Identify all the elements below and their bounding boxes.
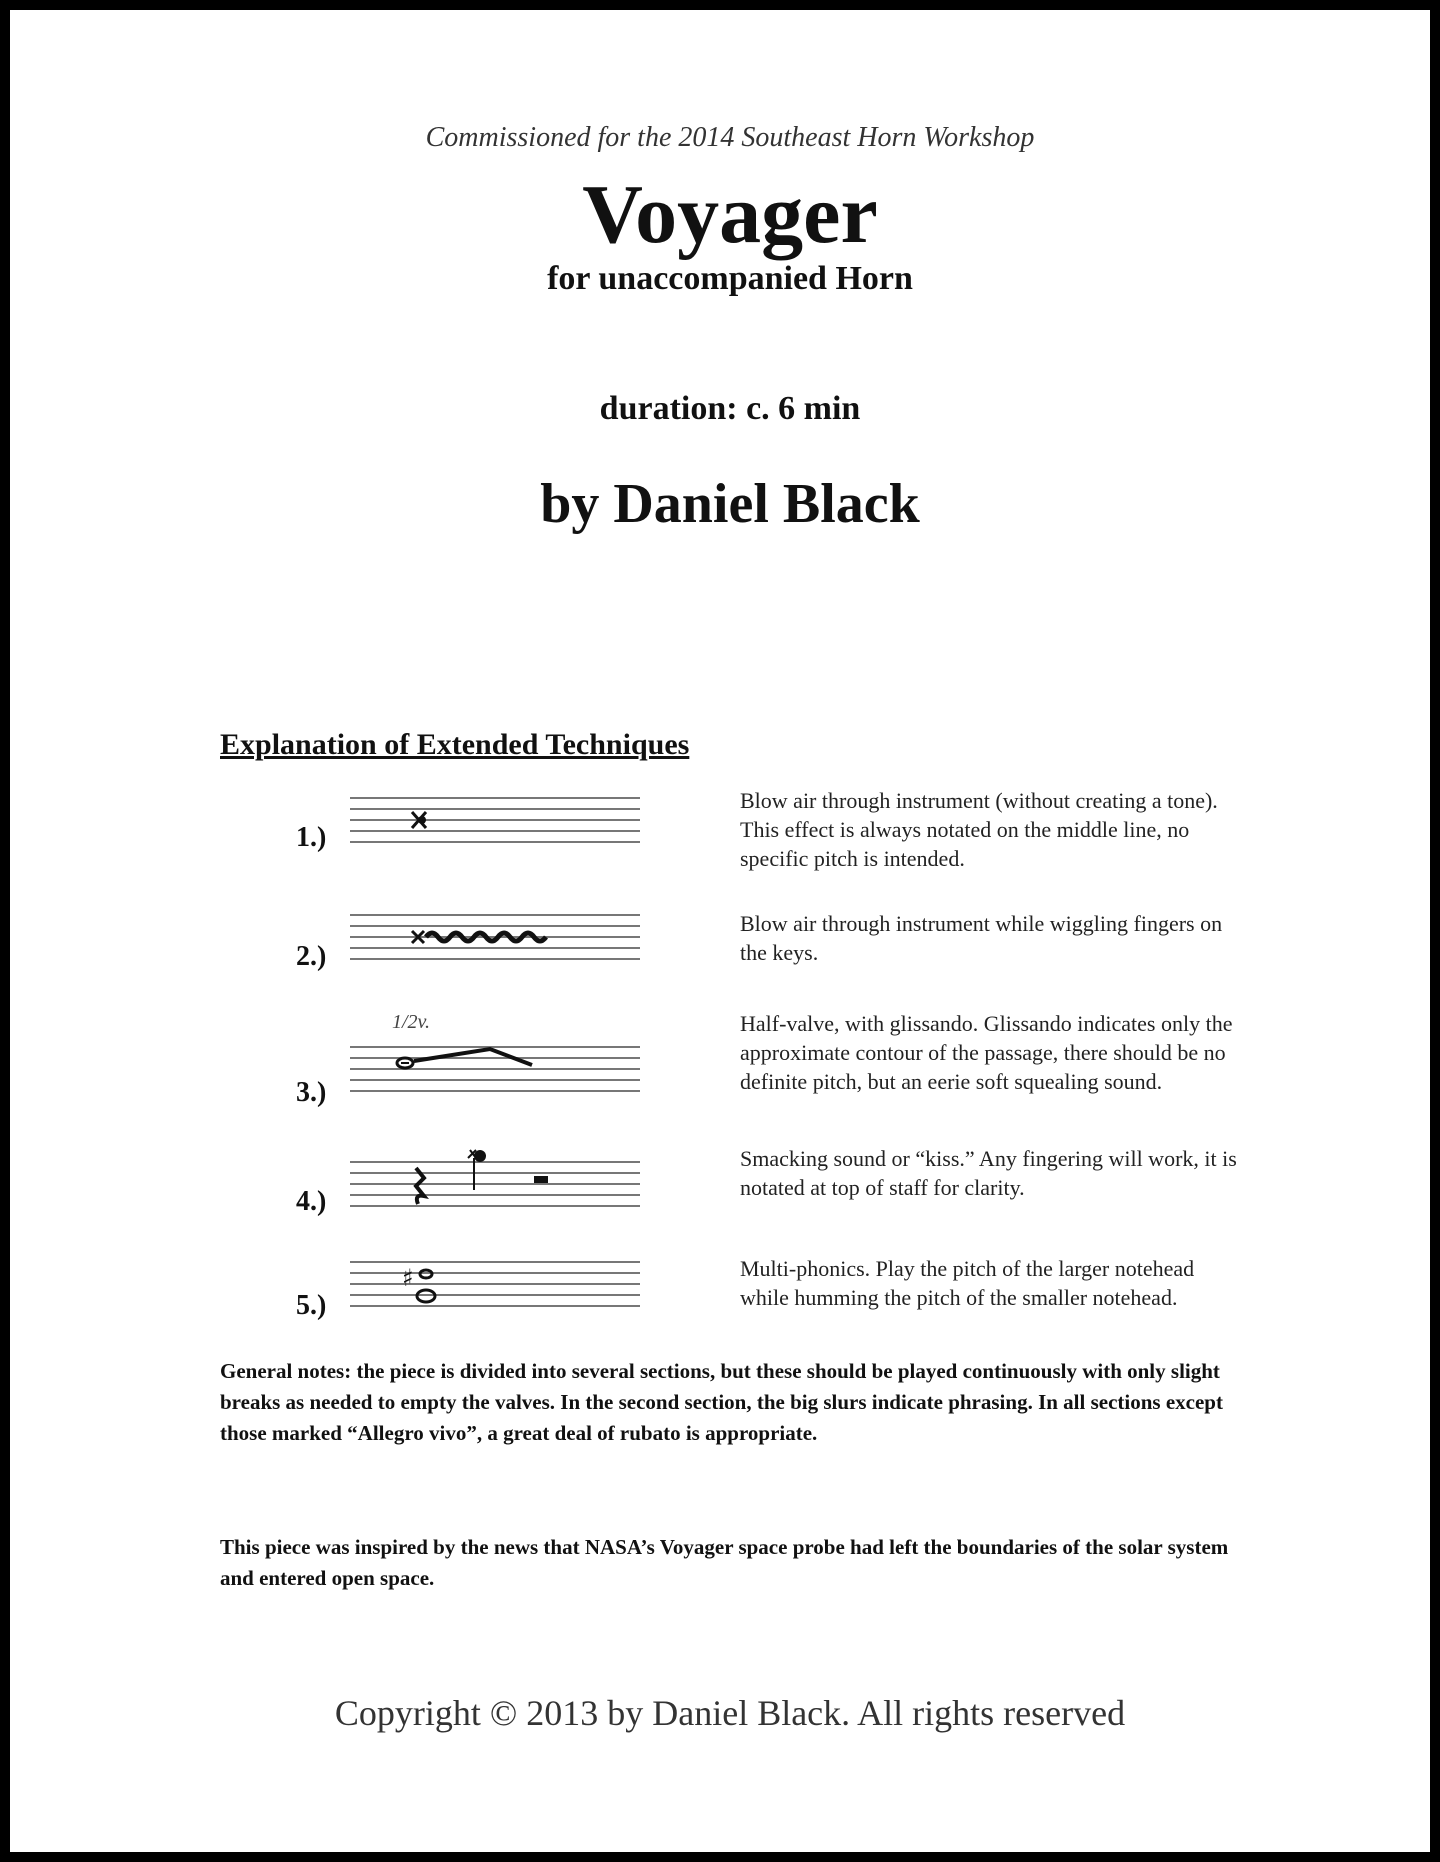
technique-number: 5.) xyxy=(296,1290,327,1321)
technique-item xyxy=(10,1005,1440,1125)
staff-half-valve-notation xyxy=(350,1041,640,1101)
technique-item xyxy=(10,1140,1440,1240)
technique-description: Blow air through instrument (without creating a tone). This effect is always notated on the middle line, no specific pitch is intended. xyxy=(740,788,1218,871)
technique-number: 2.) xyxy=(296,941,327,972)
composer-byline: by Daniel Black xyxy=(540,473,920,535)
half-rest-icon xyxy=(534,1176,548,1183)
techniques-heading: Explanation of Extended Techniques xyxy=(220,728,690,761)
inspiration-note: This piece was inspired by the news that NASA’s Voyager space probe had left the boundaries of the solar system and entered open space. xyxy=(220,1535,1229,1590)
technique-item xyxy=(10,905,1440,1005)
technique-description: Multi-phonics. Play the pitch of the larger notehead while humming the pitch of the smaller notehead. xyxy=(740,1256,1195,1310)
technique-number: 3.) xyxy=(296,1077,327,1108)
technique-description: Blow air through instrument while wiggling fingers on the keys. xyxy=(740,911,1223,965)
copyright-notice: Copyright © 2013 by Daniel Black. All rights reserved xyxy=(334,1693,1126,1733)
duration-text: duration: c. 6 min xyxy=(599,390,861,427)
technique-number: 4.) xyxy=(296,1186,327,1217)
staff-air-notation xyxy=(350,792,640,852)
staff-multiphonic-notation xyxy=(350,1256,640,1316)
staff-finger-wiggle-notation xyxy=(350,909,640,969)
general-notes: General notes: the piece is divided into several sections, but these should be played continuously with only slight breaks as needed to empty the valves. In the second section, the big slurs indicate phrasing. In all sections except those marked “Allegro vivo”, a great deal of rubato is appropriate. xyxy=(220,1359,1223,1445)
staff-kiss-notation xyxy=(350,1146,640,1216)
commission-note: Commissioned for the 2014 Southeast Horn Workshop xyxy=(425,122,1035,153)
half-valve-marking: 1/2v. xyxy=(392,1011,430,1033)
technique-item xyxy=(10,780,1440,900)
technique-description: Half-valve, with glissando. Glissando indicates only the approximate contour of the passage, there should be no definite pitch, but an eerie soft squealing sound. xyxy=(740,1011,1233,1094)
piece-subtitle: for unaccompanied Horn xyxy=(547,260,913,297)
technique-description: Smacking sound or “kiss.” Any fingering will work, it is notated at top of staff for clarity. xyxy=(740,1146,1237,1200)
technique-item xyxy=(10,1250,1440,1350)
technique-number: 1.) xyxy=(296,822,327,853)
piece-title: Voyager xyxy=(582,168,878,261)
sharp-icon: ♯ xyxy=(402,1264,414,1292)
